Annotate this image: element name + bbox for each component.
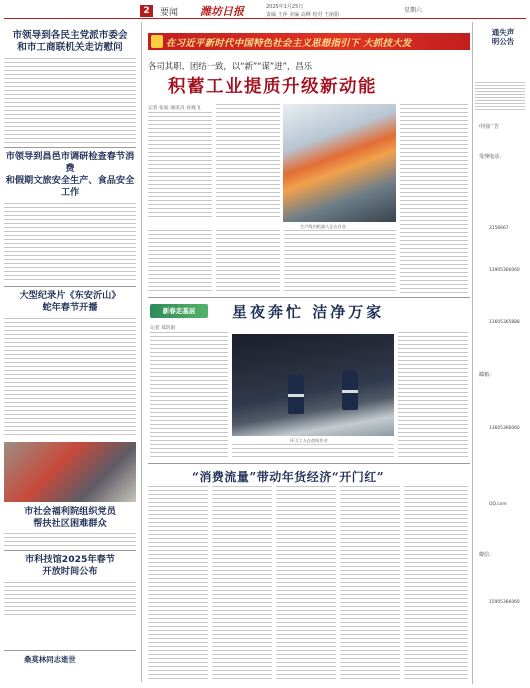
article1-col4 — [400, 104, 468, 296]
story5-title-line2: 开放时间公布 — [42, 566, 98, 577]
banner-text: 在习近平新时代中国特色社会主义思想指引下 大抓技大发 — [166, 38, 412, 49]
notice-body — [475, 82, 525, 110]
section-name: 要闻 — [160, 8, 179, 18]
rail-label: 邮箱： — [479, 372, 495, 378]
headline1-kicker: 各司其职、团结一致，以“新”“谋”进”，昌乐 — [148, 61, 313, 71]
volunteers-photo — [4, 442, 136, 502]
story2-title-line2: 和假期文旅安全生产、食品安全工作 — [5, 175, 135, 198]
byline2: 记者 郑浩阳 — [150, 326, 176, 331]
story4-body — [4, 533, 136, 547]
article3-col5 — [404, 486, 468, 680]
story3-body — [4, 318, 136, 438]
photo-caption1: 生产线内机器人正在作业 — [300, 224, 347, 229]
column-divider — [141, 22, 142, 682]
obituary-title: 桑莫林同志逝世 — [24, 655, 76, 664]
story2-title-line1: 市领导到昌邑市调研检查春节消费 — [5, 151, 135, 174]
headline2: 星夜奔忙 洁净万家 — [232, 303, 385, 321]
rail-number: 3156667 — [489, 226, 509, 231]
article3-col1 — [148, 486, 208, 680]
masthead — [4, 3, 526, 19]
story1-title-line1: 市领导到各民主党派市委会 — [12, 30, 128, 41]
night-workers-photo — [232, 334, 394, 436]
rail-label: 微信： — [479, 552, 495, 558]
rail-label: 受理电话： — [479, 154, 505, 160]
page-number: 2 — [140, 5, 153, 17]
left-column — [4, 22, 136, 684]
flag-icon — [151, 35, 163, 48]
rail-number: 13905366060 — [489, 268, 520, 273]
divider — [4, 550, 136, 551]
reflective-stripe — [288, 394, 304, 397]
paper-logo: 潍坊日报 — [200, 5, 244, 18]
story5-title-line1: 市科技馆2025年春节 — [25, 554, 115, 565]
headline3: “消费流量”带动年货经济“开门红” — [192, 470, 385, 484]
rail-label: 中国广告 — [479, 124, 500, 130]
article1-col3b — [284, 230, 396, 292]
issue-date: 2025年1月25日 — [266, 4, 304, 10]
article2-below-photo — [232, 444, 394, 458]
reflective-stripe — [342, 390, 358, 393]
factory-photo — [283, 104, 396, 222]
rail-number: 15905366060 — [489, 600, 520, 605]
headline1: 积蓄工业提质升级新动能 — [168, 77, 377, 97]
byline1: 记者 张迪 通讯员 孙逸飞 — [148, 106, 201, 111]
photo-caption2: 环卫工人在夜间作业 — [290, 438, 328, 443]
article3-col3 — [276, 486, 336, 680]
rail-number: 13605366060 — [489, 426, 520, 431]
story5-body — [4, 582, 136, 618]
article1-col1 — [148, 112, 212, 220]
story3-title-line2: 蛇年春节开播 — [42, 302, 98, 313]
story1-body — [4, 58, 136, 144]
story4-title-line2: 帮扶社区困难群众 — [33, 518, 107, 529]
article1-col2 — [216, 104, 280, 220]
story2-body — [4, 203, 136, 283]
issue-staff: 责编 王萍 美编 高峰 校对 王丽娟 — [266, 12, 339, 18]
weekday: 星期六 — [404, 7, 423, 14]
divider — [4, 147, 136, 148]
notice-heading: 通失声明公告 — [491, 28, 515, 46]
article1-col1b — [148, 230, 212, 292]
article1-col2b — [216, 230, 280, 292]
article3-col4 — [340, 486, 400, 680]
story4-title-line1: 市社会福利院组织党员 — [24, 506, 116, 517]
slogan-banner — [148, 33, 470, 50]
article2-col1 — [150, 332, 228, 458]
divider — [148, 463, 470, 464]
story3-title-line1: 大型纪录片《东安沂山》 — [19, 290, 121, 301]
article2-col3 — [398, 332, 468, 458]
article3-col2 — [212, 486, 272, 680]
divider — [4, 286, 136, 287]
story1-title-line2: 和市工商联机关走访慰问 — [17, 42, 123, 53]
rail-number: 13605365888 — [489, 320, 520, 325]
ad-rail — [472, 22, 528, 684]
divider — [148, 297, 470, 298]
divider — [4, 650, 136, 651]
rail-number: QQ.com — [489, 502, 507, 507]
series-badge: 新春走基层 — [150, 304, 208, 318]
